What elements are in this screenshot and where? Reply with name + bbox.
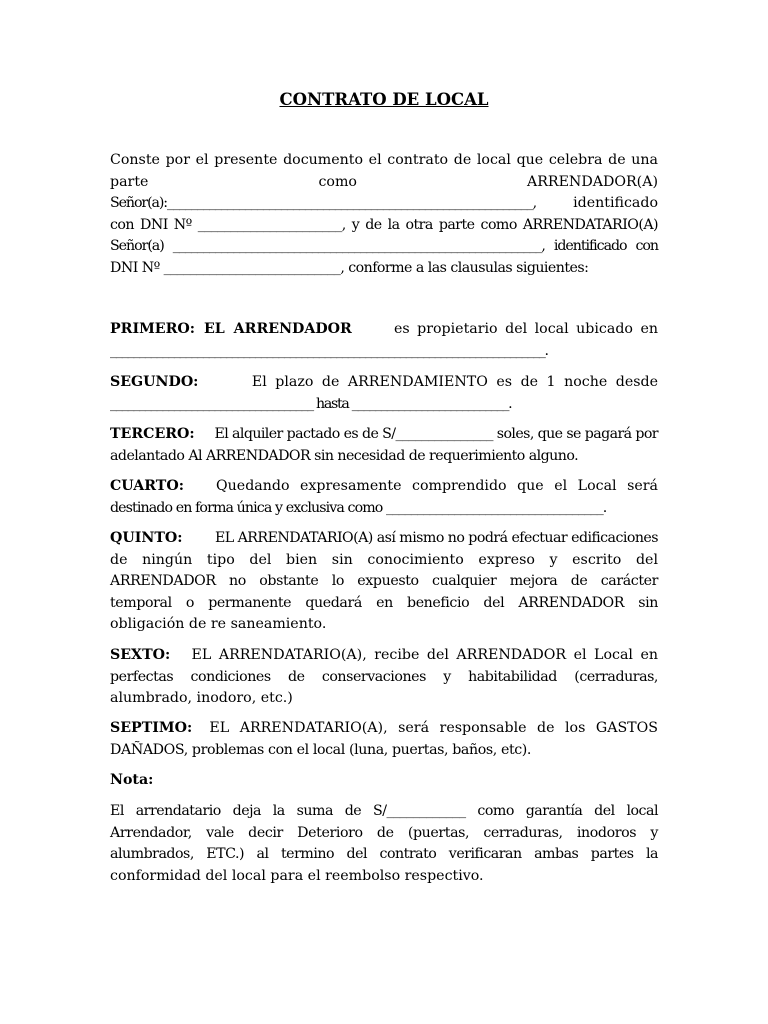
clause-line — [110, 372, 658, 394]
clause-heading: TERCERO: — [110, 426, 195, 442]
intro-word: parte — [110, 173, 149, 190]
address-blank: ___________________________________________________________________________. — [110, 342, 548, 359]
clause-text: El alquiler pactado es de S/_______________ soles, que se pagará por — [214, 426, 658, 442]
clause-line — [110, 528, 658, 550]
clause-septimo — [110, 718, 658, 761]
clause-line — [110, 476, 658, 498]
clause-text: adelantado Al ARRENDADOR sin necesidad de requerimiento alguno. — [110, 447, 579, 464]
clause-text: es propietario del local ubicado en — [393, 321, 658, 337]
clause-line — [110, 645, 658, 667]
intro-word: como — [318, 173, 357, 190]
clause-heading: QUINTO: — [110, 530, 183, 546]
clause-line — [110, 718, 658, 740]
intro-line: con DNI Nº ______________________, y de la otra parte como ARRENDATARIO(A) — [110, 216, 658, 233]
clause-text: DAÑADOS, problemas con el local (luna, puertas, baños, etc). — [110, 741, 532, 758]
clause-text: temporal o permanente quedará en beneficio del ARRENDADOR sin — [110, 594, 658, 611]
usage-blank: destinado en forma única y exclusiva como ___________________________________. — [110, 499, 607, 516]
clause-text: EL ARRENDATARIO(A), recibe del ARRENDADOR el Local en — [191, 647, 658, 663]
clause-heading: SEPTIMO: — [110, 720, 193, 736]
nota-line: Arrendador, vale decir Deterioro de (puertas, cerraduras, inodoros y — [110, 824, 658, 841]
intro-line: DNI Nº ___________________________, conforme a las clausulas siguientes: — [110, 259, 589, 276]
clause-text: El plazo de ARRENDAMIENTO es de 1 noche desde — [251, 374, 658, 390]
document-title: CONTRATO DE LOCAL — [279, 90, 489, 109]
clause-text: EL ARRENDATARIO(A) así mismo no podrá efectuar edificaciones — [214, 530, 658, 546]
intro-line — [110, 172, 658, 194]
nota-paragraph — [110, 801, 658, 887]
intro-paragraph — [110, 150, 658, 279]
clause-text: alumbrado, inodoro, etc.) — [110, 690, 293, 706]
clause-text: EL ARRENDATARIO(A), será responsable de los GASTOS — [209, 720, 658, 736]
lessor-name-blank: Señor(a):_____________________________________________________________, — [110, 195, 537, 211]
clause-text: de ningún tipo del bien sin conocimiento expreso y escrito del — [110, 551, 658, 568]
nota-section — [110, 770, 658, 792]
clause-line — [110, 424, 658, 446]
clause-line — [110, 319, 658, 341]
clause-primero — [110, 319, 658, 362]
clause-segundo — [110, 372, 658, 415]
nota-heading: Nota: — [110, 772, 154, 788]
intro-line: Conste por el presente documento el contrato de local que celebra de una — [110, 152, 658, 168]
clause-text: obligación de re saneamiento. — [110, 616, 327, 632]
clause-quinto — [110, 528, 658, 636]
clause-heading: PRIMERO: EL ARRENDADOR — [110, 321, 352, 337]
nota-line: El arrendatario deja la suma de S/____________ como garantía del local — [110, 803, 658, 819]
intro-word: ARRENDADOR(A) — [526, 173, 658, 190]
clause-heading: SEGUNDO: — [110, 374, 199, 390]
nota-line: alumbrados, ETC.) al termino del contrato verificaran ambas partes la — [110, 846, 658, 862]
clause-text: Quedando expresamente comprendido que el Local será — [216, 478, 658, 494]
date-blanks: ___________________________________ hasta ___________________________. — [110, 395, 512, 412]
clause-text: ARRENDADOR no obstante lo expuesto cualquier mejora de carácter — [110, 573, 658, 589]
clause-heading: SEXTO: — [110, 647, 171, 663]
clause-text: perfectas condiciones de conservaciones y habitabilidad (cerraduras, — [110, 668, 658, 685]
clause-tercero — [110, 424, 658, 467]
intro-line: Señor(a) _____________________________________________________________, identificado con — [110, 238, 658, 254]
intro-word: identificado — [573, 195, 658, 211]
nota-line: conformidad del local para el reembolso respectivo. — [110, 867, 484, 884]
clause-cuarto — [110, 476, 658, 519]
intro-line — [110, 193, 658, 215]
clause-sexto — [110, 645, 658, 710]
clause-heading: CUARTO: — [110, 478, 184, 494]
